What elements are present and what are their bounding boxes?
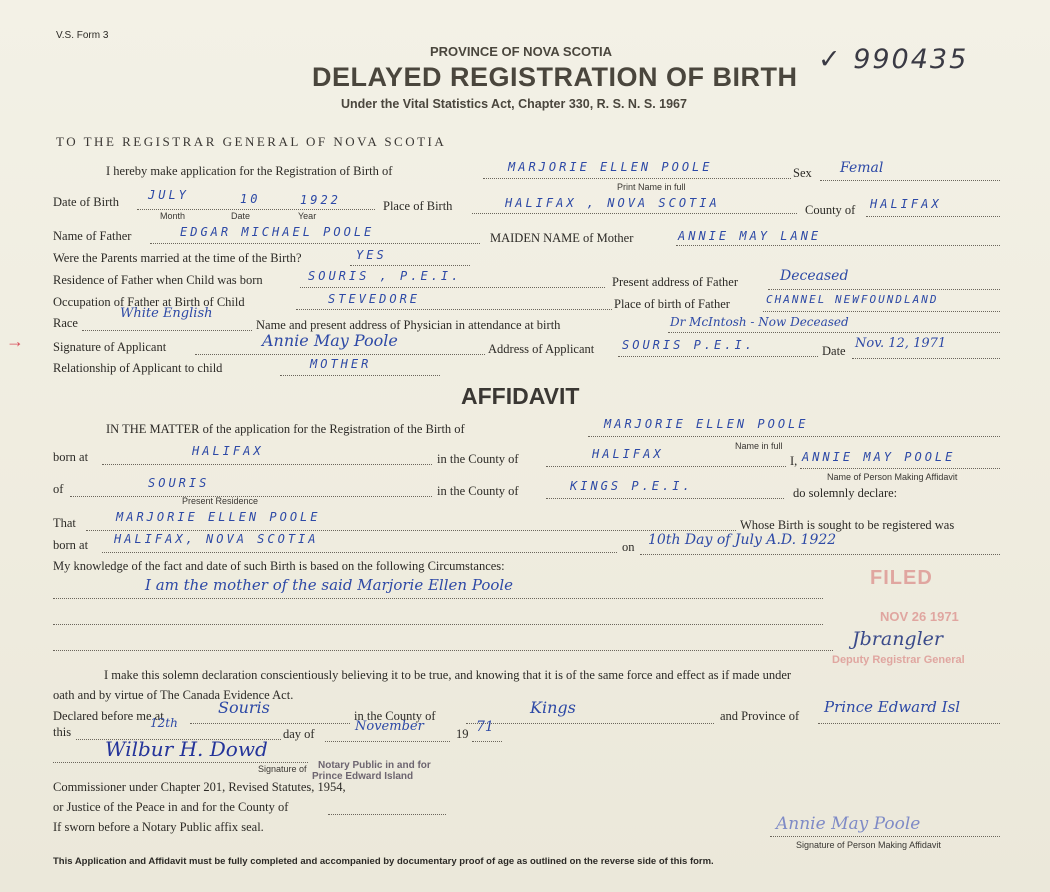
physician-value: Dr McIntosh - Now Deceased <box>670 315 849 329</box>
date-label: Date <box>822 344 846 358</box>
present-father-line <box>768 289 1000 290</box>
of-value: SOURIS <box>148 476 210 490</box>
commissioner-signature: Wilbur H. Dowd <box>105 737 268 761</box>
county-line-2 <box>546 466 786 467</box>
race-value: White English <box>120 306 213 321</box>
on-value: 10th Day of July A.D. 1922 <box>648 532 837 548</box>
affiant-signature: Annie May Poole <box>776 814 921 834</box>
dob-line <box>137 209 375 210</box>
signature-label: Signature of Applicant <box>53 340 167 354</box>
serial-number: ✓ 990435 <box>818 44 969 75</box>
father-name: EDGAR MICHAEL POOLE <box>180 225 375 239</box>
commissioner-signature-line <box>53 762 308 763</box>
county-value-2: HALIFAX <box>592 447 664 461</box>
sex-label: Sex <box>793 166 812 180</box>
circumstance-text: I am the mother of the said Marjorie Ellen Poole <box>145 576 514 594</box>
county-label-4: in the County of <box>354 709 436 723</box>
date-line <box>852 358 1000 359</box>
occupation-line <box>296 309 612 310</box>
relationship-label: Relationship of Applicant to child <box>53 361 223 375</box>
birthplace-father-value: CHANNEL NEWFOUNDLAND <box>766 293 939 306</box>
married-line <box>350 265 470 266</box>
present-father-label: Present address of Father <box>612 275 739 289</box>
residence-father-label: Residence of Father when Child was born <box>53 273 263 287</box>
year-hint: Year <box>298 211 317 221</box>
child-name: MARJORIE ELLEN POOLE <box>508 160 713 174</box>
intro-label: I hereby make application for the Registration of Birth of <box>106 164 393 178</box>
month-hint: Month <box>160 211 186 221</box>
dob-month: JULY <box>148 188 189 202</box>
affiant-signature-line <box>770 836 1000 837</box>
race-line <box>82 330 252 331</box>
sex-value: Femal <box>840 160 884 176</box>
county-label: County of <box>805 203 856 217</box>
dob-date: 10 <box>240 192 261 206</box>
occupation-label: Occupation of Father at Birth of Child <box>53 295 245 309</box>
arrow-mark-icon: → <box>6 331 24 351</box>
affiant-line <box>800 468 1000 469</box>
born-at-value-2: HALIFAX, NOVA SCOTIA <box>114 532 319 546</box>
born-at-label-2: born at <box>53 538 89 552</box>
birthplace-father-line <box>763 311 1000 312</box>
province-line <box>818 723 1000 724</box>
name-line <box>483 178 791 179</box>
mother-label: MAIDEN NAME of Mother <box>490 231 634 245</box>
occupation-value: STEVEDORE <box>328 292 421 306</box>
notary-stamp-line-1: Notary Public in and for <box>318 760 431 771</box>
date-hint: Date <box>231 211 251 221</box>
dob-label: Date of Birth <box>53 195 119 209</box>
notary-stamp-line-2: Prince Edward Island <box>312 771 414 782</box>
declared-value: Souris <box>218 698 270 717</box>
mother-line <box>676 245 1000 246</box>
matter-line <box>588 436 1000 437</box>
filed-stamp-date: NOV 26 1971 <box>880 609 959 624</box>
county-line-3 <box>546 498 784 499</box>
residence-father-line <box>300 287 605 288</box>
race-label: Race <box>53 316 78 330</box>
signature-of-hint: Signature of <box>258 764 307 774</box>
declaration-line-2: oath and by virtue of The Canada Evidence Act. <box>53 688 294 702</box>
born-at-label: born at <box>53 450 89 464</box>
relationship-line <box>280 375 440 376</box>
county-value-4: Kings <box>530 698 576 717</box>
place-value: HALIFAX , NOVA SCOTIA <box>505 196 720 210</box>
signature-line <box>195 354 485 355</box>
footer-note: This Application and Affidavit must be fully completed and accompanied by documentary proof of age as outlined on the reverse side of this form. <box>53 856 714 867</box>
county-label-2: in the County of <box>437 452 519 466</box>
registrar-line: TO THE REGISTRAR GENERAL OF NOVA SCOTIA <box>56 134 447 149</box>
commissioner-line-3: If sworn before a Notary Public affix seal. <box>53 820 264 834</box>
married-value: YES <box>356 248 387 262</box>
county-label-3: in the County of <box>437 484 519 498</box>
married-label: Were the Parents married at the time of the Birth? <box>53 251 302 265</box>
on-line <box>640 554 1000 555</box>
father-line <box>150 243 480 244</box>
birthplace-father-label: Place of birth of Father <box>614 297 730 311</box>
print-name-hint: Print Name in full <box>617 182 686 192</box>
place-line <box>472 213 797 214</box>
affiant-signature-hint: Signature of Person Making Affidavit <box>796 840 941 850</box>
affiant-hint: Name of Person Making Affidavit <box>827 472 958 482</box>
present-father-value: Deceased <box>780 268 849 284</box>
this-day-value: 12th <box>150 716 178 730</box>
affidavit-title: AFFIDAVIT <box>461 383 580 409</box>
matter-name: MARJORIE ELLEN POOLE <box>604 417 809 431</box>
that-name: MARJORIE ELLEN POOLE <box>116 510 321 524</box>
form-number: V.S. Form 3 <box>56 30 109 41</box>
mother-name: ANNIE MAY LANE <box>678 229 822 243</box>
on-label: on <box>622 540 635 554</box>
sex-line <box>820 180 1000 181</box>
year-suffix: 71 <box>476 719 494 735</box>
address-label: Address of Applicant <box>488 342 595 356</box>
commissioner-line-2: or Justice of the Peace in and for the County of <box>53 800 289 814</box>
physician-line <box>668 332 1000 333</box>
county-value: HALIFAX <box>870 197 942 211</box>
this-label: this <box>53 725 72 739</box>
year-prefix: 19 <box>456 727 469 741</box>
i-label: I, <box>790 454 798 468</box>
that-label: That <box>53 516 76 530</box>
circumstance-line-1 <box>53 598 823 599</box>
place-label: Place of Birth <box>383 199 453 213</box>
registrar-role: Deputy Registrar General <box>832 654 965 666</box>
address-line <box>618 356 818 357</box>
born-at-value: HALIFAX <box>192 444 264 458</box>
circumstance-line-3 <box>53 650 833 651</box>
address-value: SOURIS P.E.I. <box>622 338 755 352</box>
declare-text: do solemnly declare: <box>793 486 898 500</box>
registrar-signature: Jbrangler <box>852 628 943 650</box>
circumstance-line-2 <box>53 624 823 625</box>
year-line <box>472 741 502 742</box>
form-subtitle: Under the Vital Statistics Act, Chapter 330, R. S. N. S. 1967 <box>341 97 687 111</box>
physician-label: Name and present address of Physician in attendance at birth <box>256 318 561 332</box>
declared-line <box>190 723 350 724</box>
province-value: Prince Edward Isl <box>824 698 961 716</box>
declaration-line-1: I make this solemn declaration conscientiously believing it to be true, and knowing that it is of the same force and effect as if made under <box>104 668 792 682</box>
dob-year: 1922 <box>300 193 341 207</box>
day-of-line <box>325 741 450 742</box>
whose-birth-text: Whose Birth is sought to be registered was <box>740 518 955 532</box>
that-line <box>86 530 736 531</box>
matter-text: IN THE MATTER of the application for the Registration of the Birth of <box>106 422 465 436</box>
province-label: and Province of <box>720 709 800 723</box>
day-of-value: November <box>355 719 424 734</box>
county-value-3: KINGS P.E.I. <box>570 479 693 493</box>
county-line <box>866 216 1000 217</box>
relationship-value: MOTHER <box>310 357 372 371</box>
commissioner-line-1: Commissioner under Chapter 201, Revised Statutes, 1954, <box>53 780 346 794</box>
province-heading: PROVINCE OF NOVA SCOTIA <box>430 44 613 59</box>
born-at-line-2 <box>102 552 617 553</box>
father-label: Name of Father <box>53 229 132 243</box>
date-value: Nov. 12, 1971 <box>855 336 947 351</box>
commissioner-county-line <box>328 814 446 815</box>
born-at-line <box>102 464 432 465</box>
knowledge-text: My knowledge of the fact and date of such Birth is based on the following Circumstances: <box>53 559 505 573</box>
form-title: DELAYED REGISTRATION OF BIRTH <box>312 62 798 92</box>
applicant-signature: Annie May Poole <box>262 331 398 350</box>
county-line-4 <box>466 723 714 724</box>
of-label: of <box>53 482 64 496</box>
residence-father-value: SOURIS , P.E.I. <box>308 269 462 283</box>
present-residence-hint: Present Residence <box>182 496 259 506</box>
affiant-name: ANNIE MAY POOLE <box>802 450 956 464</box>
filed-stamp: FILED <box>870 567 933 589</box>
declared-label: Declared before me at <box>53 709 164 723</box>
name-full-hint: Name in full <box>735 441 783 451</box>
day-of-label: day of <box>283 727 315 741</box>
